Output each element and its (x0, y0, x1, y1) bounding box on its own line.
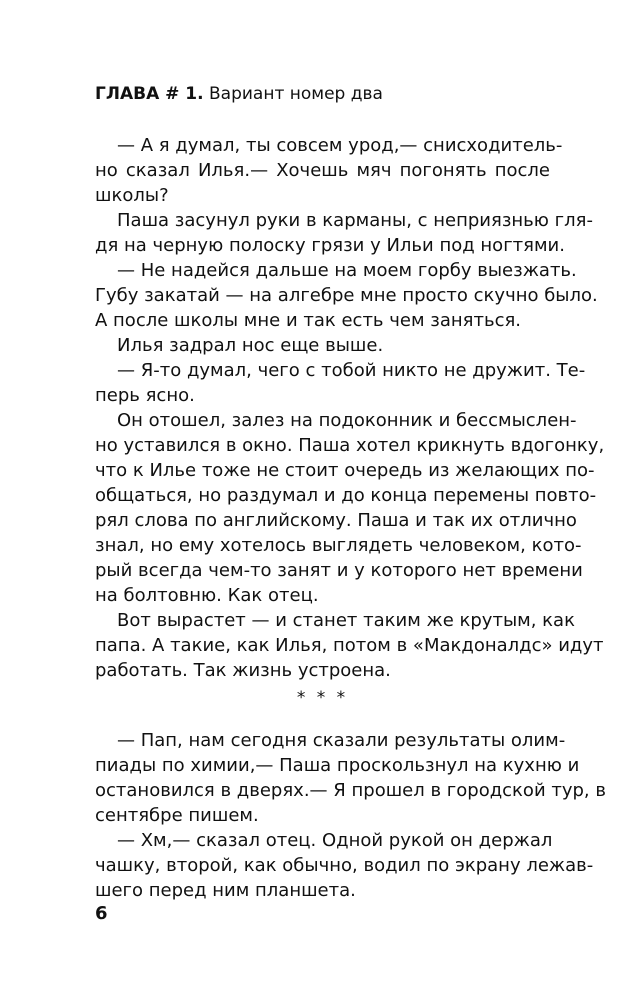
text-line: А после школы мне и так есть чем заняться. (95, 310, 522, 331)
text-line: Вот вырастет — и станет таким же крутым, как (117, 610, 575, 631)
text-line: Илья задрал нос еще выше. (117, 335, 384, 356)
text-line: пиады по химии,— Паша проскользнул на кухню и (95, 755, 580, 776)
text-line: остановился в дверях.— Я прошел в городской тур, в (95, 780, 606, 801)
text-line: Губу закатай — на алгебре мне просто скучно было. (95, 285, 598, 306)
text-line: но сказал Илья.— Хочешь мяч погонять после (95, 160, 550, 181)
text-line: что к Илье тоже не стоит очередь из желающих по- (95, 460, 595, 481)
text-line: перь ясно. (95, 385, 195, 406)
text-line: — А я думал, ты совсем урод,— снисходитель- (117, 135, 563, 156)
text-line: — Не надейся дальше на моем горбу выезжать. (117, 260, 577, 281)
text-line: сентябре пишем. (95, 805, 259, 826)
text-line: дя на черную полоску грязи у Ильи под ногтями. (95, 235, 565, 256)
text-line: — Хм,— сказал отец. Одной рукой он держал (117, 830, 553, 851)
page-number: 6 (95, 903, 108, 924)
text-line: — Пап, нам сегодня сказали результаты олим- (117, 730, 566, 751)
text-line: знал, но ему хотелось выглядеть человеком, кото- (95, 535, 582, 556)
text-section-2 (95, 728, 606, 903)
text-line: Паша засунул руки в карманы, с неприязнью гля- (117, 210, 593, 231)
text-line: работать. Так жизнь устроена. (95, 660, 391, 681)
section-divider: * * * (296, 688, 349, 708)
text-line: но уставился в окно. Паша хотел крикнуть вдогонку, (95, 435, 605, 456)
text-line: шего перед ним планшета. (95, 880, 356, 901)
text-line: рый всегда чем-то занят и у которого нет времени (95, 560, 583, 581)
chapter-label: ГЛАВА # 1. (95, 84, 204, 104)
text-line: чашку, второй, как обычно, водил по экрану лежав- (95, 855, 594, 876)
running-header (95, 83, 383, 105)
text-line: рял слова по английскому. Паша и так их отлично (95, 510, 577, 531)
chapter-subtitle: Вариант номер два (209, 84, 383, 104)
text-line: папа. А такие, как Илья, потом в «Макдоналдс» идут (95, 635, 604, 656)
text-line: — Я-то думал, чего с тобой никто не дружит. Те- (117, 360, 586, 381)
text-section-1 (95, 133, 605, 683)
text-line: школы? (95, 185, 169, 206)
text-line: на болтовню. Как отец. (95, 585, 319, 606)
text-line: общаться, но раздумал и до конца перемены повто- (95, 485, 597, 506)
text-line: Он отошел, залез на подоконник и бессмыслен- (117, 410, 577, 431)
